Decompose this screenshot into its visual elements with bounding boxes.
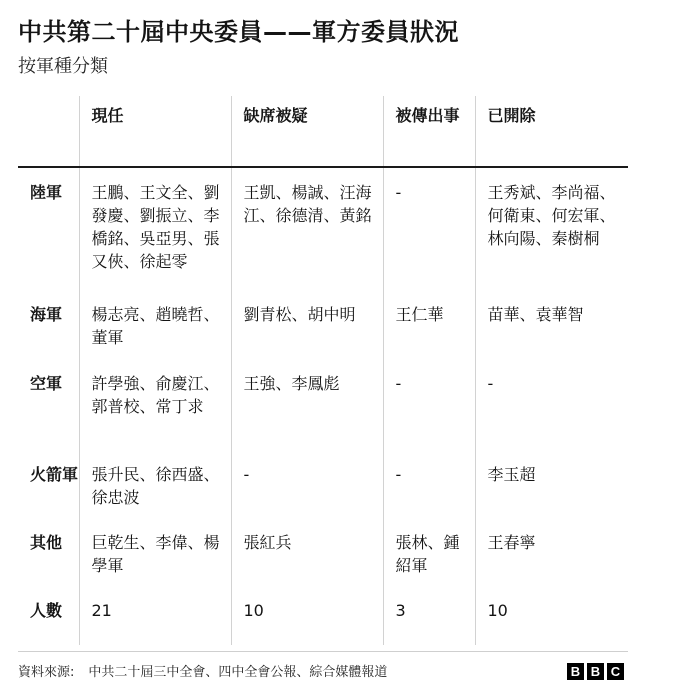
row-header xyxy=(18,372,79,463)
cell-text: 21 xyxy=(91,601,112,620)
row-label: 海軍 xyxy=(30,305,63,324)
cell-text: - xyxy=(395,374,402,393)
cell-text: - xyxy=(487,374,494,393)
header-corner xyxy=(18,96,79,167)
row-header xyxy=(18,167,79,303)
footer-divider xyxy=(18,651,628,652)
logo-letter: B xyxy=(587,663,604,680)
table-row xyxy=(18,463,628,531)
column-header xyxy=(383,96,475,167)
table-cell xyxy=(475,167,628,303)
column-header-label: 缺席被疑 xyxy=(243,106,308,125)
data-table xyxy=(18,96,628,645)
cell-text: 楊志亮、趙曉哲、董軍 xyxy=(91,305,220,347)
table-cell xyxy=(383,463,475,531)
table-cell xyxy=(475,531,628,599)
cell-text: 苗華、袁華智 xyxy=(487,305,584,324)
logo-letter: B xyxy=(567,663,584,680)
row-header xyxy=(18,531,79,599)
header-row xyxy=(18,96,628,167)
row-header xyxy=(18,303,79,372)
table-cell xyxy=(383,599,475,645)
column-header xyxy=(231,96,383,167)
cell-text: 王仁華 xyxy=(395,305,444,324)
table-cell xyxy=(79,167,231,303)
table-cell xyxy=(231,303,383,372)
table-row xyxy=(18,303,628,372)
cell-text: 張紅兵 xyxy=(243,533,292,552)
table-cell xyxy=(231,463,383,531)
source-text: 中共二十屆三中全會、四中全會公報、綜合媒體報道 xyxy=(88,665,388,680)
table-cell xyxy=(79,303,231,372)
table-cell xyxy=(475,599,628,645)
cell-text: 李玉超 xyxy=(487,465,536,484)
source-label: 資料來源: xyxy=(18,665,75,680)
table-cell xyxy=(79,372,231,463)
column-header-label: 被傳出事 xyxy=(395,106,460,125)
cell-text: 許學強、俞慶江、郭普校、常丁求 xyxy=(91,374,220,416)
cell-text: 劉青松、胡中明 xyxy=(243,305,356,324)
cell-text: - xyxy=(395,183,402,202)
cell-text: 10 xyxy=(487,601,508,620)
cell-text: 張林、鍾紹軍 xyxy=(395,533,460,575)
row-label: 火箭軍 xyxy=(30,465,79,484)
table-cell xyxy=(231,167,383,303)
table-cell xyxy=(383,372,475,463)
table-cell xyxy=(231,599,383,645)
cell-text: 10 xyxy=(243,601,264,620)
row-label: 人數 xyxy=(30,601,63,620)
column-header xyxy=(79,96,231,167)
cell-text: 王凱、楊誠、汪海江、徐德清、黃銘 xyxy=(243,183,372,225)
table-cell xyxy=(79,531,231,599)
table-cell xyxy=(475,303,628,372)
table-cell xyxy=(383,167,475,303)
row-header xyxy=(18,463,79,531)
table-cell xyxy=(231,372,383,463)
column-header xyxy=(475,96,628,167)
table-cell xyxy=(383,531,475,599)
chart-title: 中共第二十屆中央委員——軍方委員狀況 xyxy=(18,18,459,46)
table-cell xyxy=(79,599,231,645)
row-label: 其他 xyxy=(30,533,63,552)
row-label: 空軍 xyxy=(30,374,63,393)
cell-text: 王秀斌、李尚福、何衛東、何宏軍、林向陽、秦樹桐 xyxy=(487,183,616,248)
table-row xyxy=(18,372,628,463)
logo-letter: C xyxy=(607,663,624,680)
cell-text: 張升民、徐西盛、徐忠波 xyxy=(91,465,220,507)
row-header xyxy=(18,599,79,645)
cell-text: 王春寧 xyxy=(487,533,536,552)
column-header-label: 現任 xyxy=(91,106,124,125)
cell-text: 王鵬、王文全、劉發慶、劉振立、李橋銘、吳亞男、張又俠、徐起零 xyxy=(91,183,220,271)
column-header-label: 已開除 xyxy=(487,106,536,125)
cell-text: 巨乾生、李偉、楊學軍 xyxy=(91,533,220,575)
table-row xyxy=(18,599,628,645)
table-row xyxy=(18,167,628,303)
source-note xyxy=(18,661,387,680)
bbc-logo xyxy=(567,663,624,680)
cell-text: 王強、李鳳彪 xyxy=(243,374,340,393)
table-cell xyxy=(79,463,231,531)
cell-text: - xyxy=(243,465,250,484)
table-row xyxy=(18,531,628,599)
cell-text: 3 xyxy=(395,601,406,620)
table-cell xyxy=(383,303,475,372)
row-label: 陸軍 xyxy=(30,183,63,202)
cell-text: - xyxy=(395,465,402,484)
table-cell xyxy=(231,531,383,599)
table-cell xyxy=(475,372,628,463)
table-cell xyxy=(475,463,628,531)
chart-subtitle: 按軍種分類 xyxy=(18,56,108,77)
